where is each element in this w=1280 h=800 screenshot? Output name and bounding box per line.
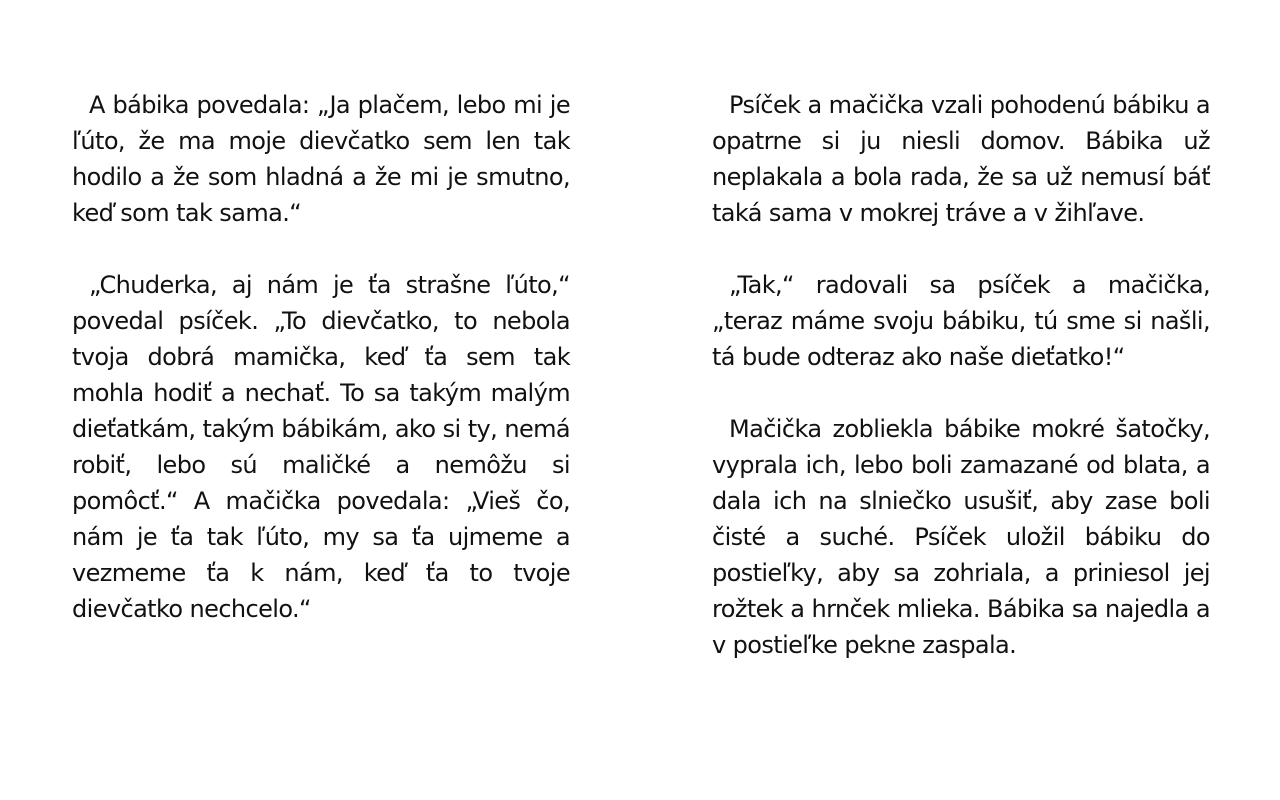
paragraph: „Tak,“ radovali sa psíček a mačička, „teraz máme svoju bábiku, tú sme si našli, tá bude odteraz ako naše dieťatko!“ xyxy=(712,271,1210,371)
paragraph: A bábika povedala: „Ja plačem, lebo mi je ľúto, že ma moje dievčatko sem len tak hodilo a že som hladná a že mi je smutno, keď som tak sama.“ xyxy=(72,91,570,227)
paragraph: Mačička zobliekla bábike mokré šatočky, vyprala ich, lebo boli zamazané od blata, a dala ich na slniečko usušiť, aby zase boli čisté a suché. Psíček uložil bábiku do postieľky, aby sa zohriala, a priniesol jej rožtek a hrnček mlieka. Bábika sa najedla a v postieľke pekne zaspala. xyxy=(712,415,1210,659)
right-page xyxy=(712,87,1210,663)
paragraph: „Chuderka, aj nám je ťa strašne ľúto,“ povedal psíček. „To dievčatko, to nebola tvoja dobrá mamička, keď ťa sem tak mohla hodiť a nechať. To sa takým malým dieťatkám, takým bábikám, ako si ty, nemá robiť, lebo sú maličké a nemôžu si pomôcť.“ A mačička povedala: „Vieš čo, nám je ťa tak ľúto, my sa ťa ujmeme a vezmeme ťa k nám, keď ťa to tvoje dievčatko nechcelo.“ xyxy=(72,271,570,623)
left-page xyxy=(72,87,570,627)
paragraph: Psíček a mačička vzali pohodenú bábiku a opatrne si ju niesli domov. Bábika už neplakala a bola rada, že sa už nemusí báť taká sama v mokrej tráve a v žihľave. xyxy=(712,91,1210,227)
